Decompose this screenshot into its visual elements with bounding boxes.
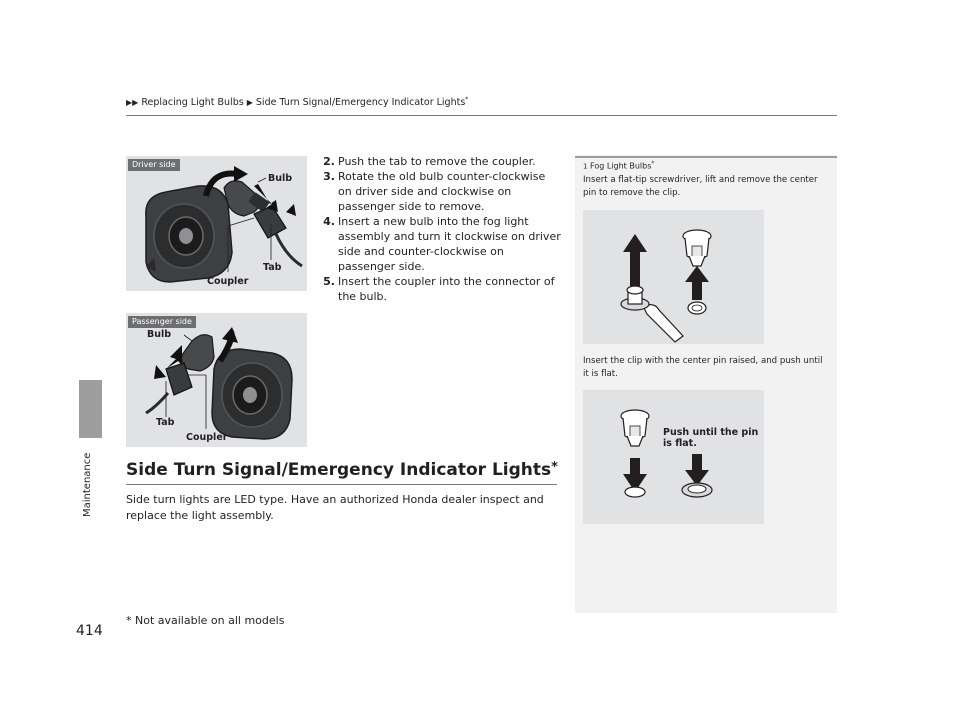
breadcrumb-asterisk: * [465, 96, 469, 103]
step-2 [316, 154, 562, 169]
breadcrumb-item-2[interactable]: Side Turn Signal/Emergency Indicator Lights [255, 97, 466, 109]
clip-removal-illustration [583, 210, 764, 344]
breadcrumb [126, 96, 468, 108]
section-title-text: Side Turn Signal/Emergency Indicator Lights [126, 460, 552, 480]
step-number: 5. [323, 275, 335, 288]
clip-insert-illustration [583, 390, 764, 524]
section-title [126, 460, 558, 480]
step-text: Insert the coupler into the connector of the bulb. [338, 275, 555, 303]
section-body: Side turn lights are LED type. Have an authorized Honda dealer inspect and replace the light assembly. [126, 493, 544, 522]
driver-bulb-label: Bulb [268, 173, 293, 184]
step-number: 4. [323, 215, 335, 228]
driver-side-tag: Driver side [128, 159, 180, 171]
note-heading-text[interactable]: Fog Light Bulbs [590, 161, 652, 171]
step-3 [316, 169, 562, 214]
step-number: 3. [323, 170, 335, 183]
driver-side-illustration [126, 156, 307, 291]
note-text-remove: Insert a flat-tip screwdriver, lift and remove the center pin to remove the clip. [583, 175, 818, 198]
breadcrumb-item-1[interactable]: Replacing Light Bulbs [141, 97, 244, 109]
driver-coupler-label: Coupler [207, 276, 249, 287]
step-5 [316, 274, 562, 304]
passenger-bulb-label: Bulb [147, 329, 172, 340]
section-rule [126, 484, 557, 485]
driver-tab-label: Tab [263, 262, 282, 273]
push-until-flat-callout: Push until the pin is flat. [663, 427, 759, 449]
step-4 [316, 214, 562, 274]
side-tab-label: Maintenance [82, 452, 93, 517]
passenger-coupler-label: Coupler [186, 432, 228, 443]
passenger-side-illustration [126, 313, 307, 447]
section-title-asterisk: * [551, 460, 558, 475]
passenger-tab-label: Tab [156, 417, 175, 428]
double-arrow-icon: ▶▶ [126, 98, 139, 108]
note-reference-icon: 1 [583, 162, 588, 171]
clip-removal-drawing [583, 210, 764, 344]
note-heading [583, 160, 654, 171]
page-number: 414 [76, 623, 103, 639]
footnote: * Not available on all models [126, 614, 285, 627]
section-tab-marker [79, 380, 102, 438]
note-heading-asterisk: * [651, 160, 655, 167]
header-rule [126, 115, 837, 116]
note-panel-rule [575, 156, 837, 158]
step-text: Push the tab to remove the coupler. [338, 155, 536, 168]
step-text: Rotate the old bulb counter-clockwise on driver side and clockwise on passenger side to remove. [338, 170, 546, 213]
step-text: Insert a new bulb into the fog light assembly and turn it clockwise on driver side and counter-clockwise on passenger side. [338, 215, 561, 273]
arrow-icon: ▶ [246, 98, 253, 108]
step-number: 2. [323, 155, 335, 168]
passenger-side-tag: Passenger side [128, 316, 196, 328]
note-text-insert: Insert the clip with the center pin raised, and push until it is flat. [583, 356, 823, 379]
clip-insert-drawing [583, 390, 764, 524]
procedure-steps [316, 154, 562, 304]
